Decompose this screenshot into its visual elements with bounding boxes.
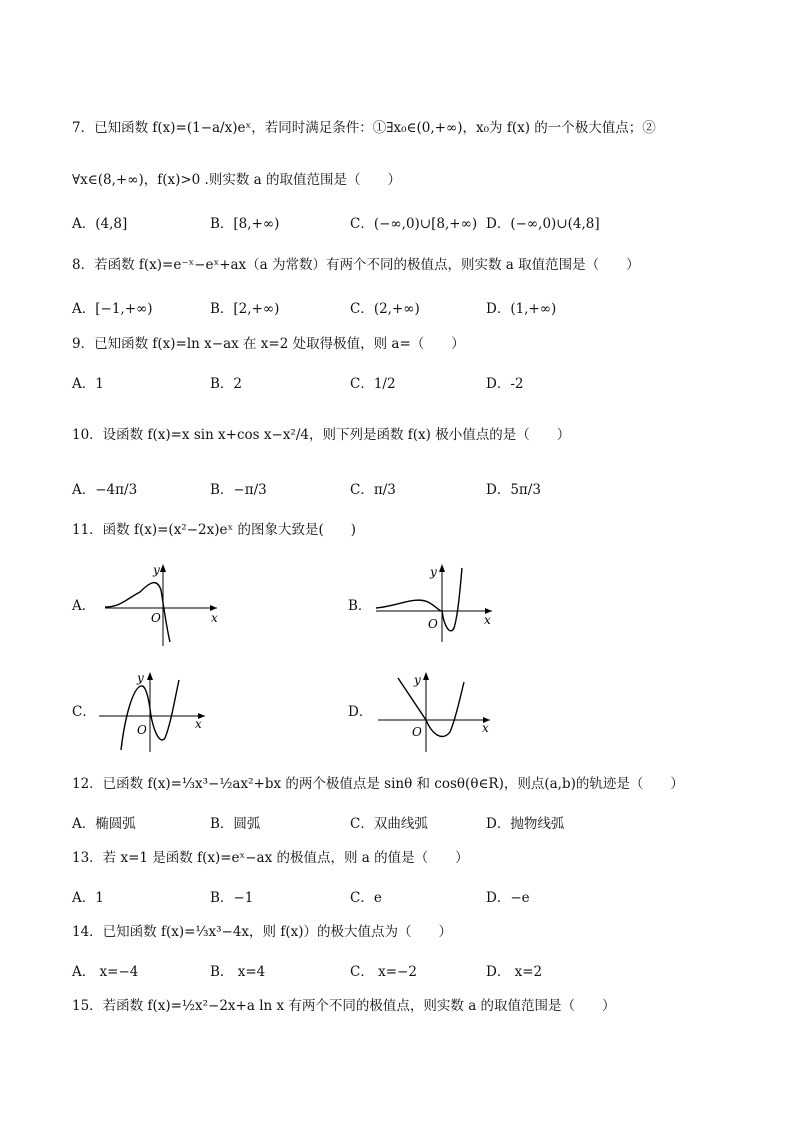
option-a[interactable]: A．1 (72, 890, 104, 906)
y-axis-label: y (430, 565, 437, 579)
graph-a[interactable] (95, 560, 225, 650)
question-15-stem: 15．若函数 f(x)=½x²−2x+a ln x 有两个不同的极值点，则实数 a 的取值范围是（ ） (72, 998, 616, 1014)
option-b[interactable]: B． (348, 598, 372, 614)
question-7-options (72, 212, 732, 234)
option-d[interactable]: D．(1,+∞) (486, 301, 557, 317)
question-12-stem: 12．已函数 f(x)=⅓x³−½ax²+bx 的两个极值点是 sinθ 和 cosθ(θ∈R)，则点(a,b)的轨迹是（ ） (72, 776, 684, 792)
x-axis-label: x (195, 717, 202, 731)
x-axis-label: x (482, 721, 489, 735)
option-b[interactable]: B．2 (210, 376, 243, 392)
origin-label: O (151, 611, 161, 625)
option-b[interactable]: B．−1 (210, 890, 254, 906)
option-b[interactable]: B．−π/3 (210, 482, 267, 498)
x-axis-label: x (211, 611, 218, 625)
option-b[interactable]: B．[8,+∞) (210, 216, 280, 232)
question-11-stem: 11．函数 f(x)=(x²−2x)eˣ 的图象大致是( ) (72, 522, 357, 538)
option-d[interactable]: D．5π/3 (486, 482, 541, 498)
option-b[interactable]: B．圆弧 (210, 816, 261, 832)
question-10-stem: 10．设函数 f(x)=x sin x+cos x−x²/4，则下列是函数 f(x) 极小值点的是（ ） (72, 427, 571, 443)
y-axis-label: y (137, 671, 144, 685)
question-7-stem-continued: ∀x∈(8,+∞)，f(x)>0 .则实数 a 的取值范围是（ ） (72, 172, 401, 188)
question-12-options (72, 812, 732, 834)
option-c[interactable]: C．π/3 (350, 482, 396, 498)
question-14-stem: 14．已知函数 f(x)=⅓x³−4x，则 f(x)）的极大值点为（ ） (72, 924, 452, 940)
question-7-stem: 7．已知函数 f(x)=(1−a/x)eˣ，若同时满足条件：①∃x₀∈(0,+∞)，x₀为 f(x) 的一个极大值点；② (72, 120, 656, 136)
option-d[interactable]: D． (348, 704, 373, 720)
graph-b[interactable] (370, 560, 500, 650)
question-10-options (72, 478, 732, 500)
y-axis-label: y (414, 673, 421, 687)
option-a[interactable]: A． (72, 598, 96, 614)
option-a[interactable]: A．椭圆弧 (72, 816, 136, 832)
option-a[interactable]: A．1 (72, 376, 104, 392)
question-8-options (72, 297, 732, 319)
option-a[interactable]: A．−4π/3 (72, 482, 138, 498)
question-9-options (72, 372, 732, 394)
graph-c[interactable] (95, 668, 215, 756)
origin-label: O (137, 723, 147, 737)
option-d[interactable]: D．−e (486, 890, 530, 906)
option-c[interactable]: C．(−∞,0)∪[8,+∞) (350, 216, 478, 232)
option-c[interactable]: C．e (350, 890, 382, 906)
option-b[interactable]: B． x=4 (210, 964, 266, 980)
question-13-stem: 13．若 x=1 是函数 f(x)=eˣ−ax 的极值点，则 a 的值是（ ） (72, 850, 469, 866)
option-c[interactable]: C．(2,+∞) (350, 301, 420, 317)
option-d[interactable]: D．(−∞,0)∪(4,8] (486, 216, 600, 232)
graph-d[interactable] (370, 668, 500, 756)
option-a[interactable]: A．[−1,+∞) (72, 301, 153, 317)
question-13-options (72, 886, 732, 908)
y-axis-label: y (153, 563, 160, 577)
question-9-stem: 9．已知函数 f(x)=ln x−ax 在 x=2 处取得极值，则 a=（ ） (72, 336, 465, 352)
option-a[interactable]: A．(4,8] (72, 216, 128, 232)
question-14-options (72, 960, 732, 982)
origin-label: O (412, 725, 422, 739)
option-d[interactable]: D．-2 (486, 376, 524, 392)
option-d[interactable]: D． x=2 (486, 964, 543, 980)
x-axis-label: x (484, 613, 491, 627)
option-d[interactable]: D．抛物线弧 (486, 816, 565, 832)
option-c[interactable]: C．双曲线弧 (350, 816, 428, 832)
option-c[interactable]: C． x=−2 (350, 964, 417, 980)
option-a[interactable]: A． x=−4 (72, 964, 139, 980)
origin-label: O (428, 617, 438, 631)
question-8-stem: 8．若函数 f(x)=e⁻ˣ−eˣ+ax（a 为常数）有两个不同的极值点，则实数 a 取值范围是（ ） (72, 257, 640, 273)
option-c[interactable]: C．1/2 (350, 376, 396, 392)
option-b[interactable]: B．[2,+∞) (210, 301, 280, 317)
option-c[interactable]: C． (72, 704, 96, 720)
